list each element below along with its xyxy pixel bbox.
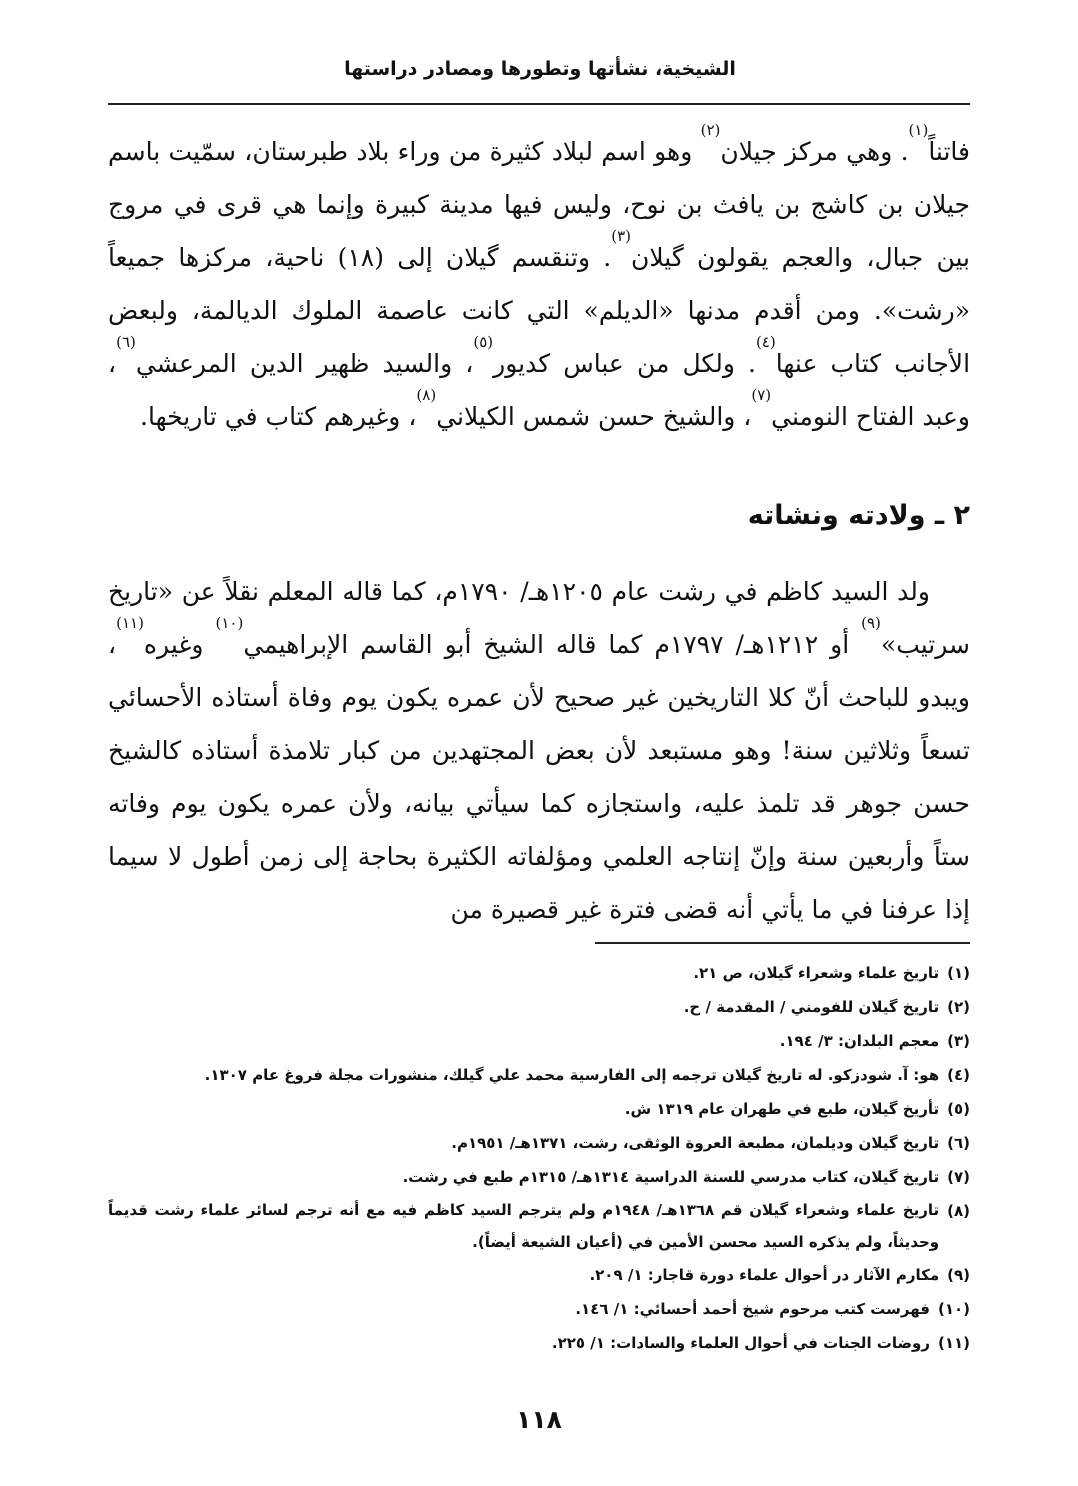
footnote-item bbox=[108, 1058, 970, 1092]
footnote-number: (٨) bbox=[947, 1202, 970, 1220]
footnote-ref-10[interactable]: (١٠) bbox=[215, 614, 244, 632]
footnote-text: هو: آ. شودزكو. له تاريخ گيلان ترجمه إلى الفارسية محمد علي گيلك، منشورات مجلة فروغ عام ١٣٠٧. bbox=[204, 1066, 940, 1084]
text-run: وهو اسم لبلاد كثيرة من وراء بلاد طبرستان، سمّيت باسم جيلان بن كاشج بن يافث بن نوح، وليس فيها مدينة كبيرة وإنما هي قرى في مروج بين جبال، والعجم يقولون گيلان bbox=[108, 137, 971, 272]
footnote-ref-6[interactable]: (٦) bbox=[116, 333, 136, 351]
footnote-ref-2[interactable]: (٢) bbox=[700, 121, 721, 139]
paragraph-gilan-text bbox=[108, 121, 971, 443]
footnote-text: تاريخ گيلان وديلمان، مطبعة العروة الوثقى، رشت، ١٣٧١هـ/ ١٩٥١م. bbox=[451, 1134, 940, 1152]
text-run: . وهي مركز جيلان bbox=[720, 137, 909, 166]
footnote-item bbox=[108, 990, 970, 1024]
footnote-ref-3[interactable]: (٣) bbox=[611, 227, 632, 245]
footnote-item bbox=[108, 1194, 970, 1258]
footnote-item bbox=[108, 956, 970, 990]
footnote-text: روضات الجنات في أحوال العلماء والسادات: ١/ ٢٢٥. bbox=[551, 1334, 930, 1352]
footnote-number: (٥) bbox=[947, 1100, 970, 1118]
text-run: ، وغيرهم كتاب في تاريخها. bbox=[140, 402, 417, 431]
footnote-text: تاريخ گيلان، كتاب مدرسي للسنة الدراسية ١٣١٤هـ/ ١٣١٥م طبع في رشت. bbox=[402, 1168, 940, 1186]
footnote-ref-8[interactable]: (٨) bbox=[416, 386, 437, 404]
footnote-item bbox=[108, 1258, 970, 1292]
footnote-number: (١١) bbox=[937, 1334, 970, 1352]
text-run: . ولكل من عباس كديور bbox=[493, 349, 756, 378]
footnote-number: (٩) bbox=[947, 1266, 970, 1284]
footnote-item bbox=[108, 1292, 970, 1326]
footnote-ref-5[interactable]: (٥) bbox=[473, 333, 494, 351]
footnote-ref-7[interactable]: (٧) bbox=[751, 386, 772, 404]
footnote-text: معجم البلدان: ٣/ ١٩٤. bbox=[779, 1032, 940, 1050]
footnote-item bbox=[108, 1024, 970, 1058]
header-rule bbox=[108, 103, 970, 105]
paragraph-gilan bbox=[108, 121, 971, 443]
footnote-text: تاريخ علماء وشعراء گيلان قم ١٣٦٨هـ/ ١٩٤٨م ولم يترجم السيد كاظم فيه مع أنه ترجم لسائر علماء رشت قديماً وحديثاً، ولم يذكره السيد محسن الأمين في (أعيان الشيعة أيضاً). bbox=[108, 1201, 940, 1251]
footnote-item bbox=[108, 1160, 970, 1194]
text-run: أو ١٢١٢هـ/ ١٧٩٧م كما قاله الشيخ أبو القاسم الإبراهيمي bbox=[243, 630, 862, 659]
paragraph-birth bbox=[108, 565, 970, 936]
paragraph-birth-text bbox=[108, 565, 970, 936]
footnote-ref-9[interactable]: (٩) bbox=[861, 614, 881, 632]
footnote-number: (٤) bbox=[947, 1066, 970, 1084]
text-run: ولد السيد كاظم في رشت عام ١٢٠٥هـ/ ١٧٩٠م، كما قاله المعلم نقلاً عن «تاريخ سرتيب» bbox=[108, 577, 970, 659]
footnote-ref-1[interactable]: (١) bbox=[908, 121, 929, 139]
text-run: . وتنقسم گيلان إلى (١٨) ناحية، مركزها جميعاً «رشت». ومن أقدم مدنها «الديلم» التي كانت عاصمة الملوك الديالمة، ولبعض الأجانب كتاب عنها bbox=[108, 243, 971, 378]
section-heading: ٢ ـ ولادته ونشاته bbox=[747, 500, 970, 531]
footnote-number: (١٠) bbox=[937, 1300, 970, 1318]
footnote-number: (٢) bbox=[947, 998, 970, 1016]
footnote-number: (١) bbox=[947, 964, 970, 982]
text-run: ، ويبدو للباحث أنّ كلا التاريخين غير صحيح لأن عمره يكون يوم وفاة أستاذه الأحسائي تسعاً وثلاثين سنة! وهو مستبعد لأن بعض المجتهدين من كبار تلامذة أستاذه كالشيخ حسن جوهر قد تلمذ عليه، واستجازه كما سيأتي بيانه، ولأن عمره يكون يوم وفاته ستاً وأربعين سنة وإنّ إنتاجه العلمي ومؤلفاته الكثيرة بحاجة إلى زمن أطول لا سيما إذا عرفنا في ما يأتي أنه قضى فترة غير قصيرة من bbox=[108, 630, 970, 924]
footnote-separator bbox=[595, 942, 970, 944]
footnote-number: (٦) bbox=[947, 1134, 970, 1152]
text-run: ، والشيخ حسن شمس الكيلاني bbox=[436, 402, 752, 431]
footnote-number: (٧) bbox=[947, 1168, 970, 1186]
text-run: وغيره bbox=[143, 630, 216, 659]
footnote-item bbox=[108, 1326, 970, 1360]
footnote-number: (٣) bbox=[947, 1032, 970, 1050]
footnote-ref-4[interactable]: (٤) bbox=[756, 333, 776, 351]
footnote-text: مكارم الآثار در أحوال علماء دورة قاجار: ١/ ٢٠٩. bbox=[589, 1266, 940, 1284]
text-run: فاتناً bbox=[928, 137, 970, 166]
footnote-item bbox=[108, 1126, 970, 1160]
page-number: ١١٨ bbox=[516, 1405, 562, 1434]
running-header: الشيخية، نشأتها وتطورها ومصادر دراستها bbox=[344, 58, 736, 80]
footnote-text: فهرست كتب مرحوم شيخ أحمد أحسائي: ١/ ١٤٦. bbox=[575, 1300, 930, 1318]
footnote-item bbox=[108, 1092, 970, 1126]
text-run: ، وعبد الفتاح النومني bbox=[108, 349, 970, 431]
footnote-text: تاريخ گيلان للفومني / المقدمة / ح. bbox=[683, 998, 940, 1016]
footnote-ref-11[interactable]: (١١) bbox=[116, 614, 144, 632]
text-run: ، والسيد ظهير الدين المرعشي bbox=[135, 349, 474, 378]
footnotes-list bbox=[108, 956, 970, 1360]
footnote-text: تاريخ علماء وشعراء گيلان، ص ٢١. bbox=[693, 964, 940, 982]
footnote-text: تأريخ گيلان، طبع في طهران عام ١٣١٩ ش. bbox=[624, 1100, 940, 1118]
